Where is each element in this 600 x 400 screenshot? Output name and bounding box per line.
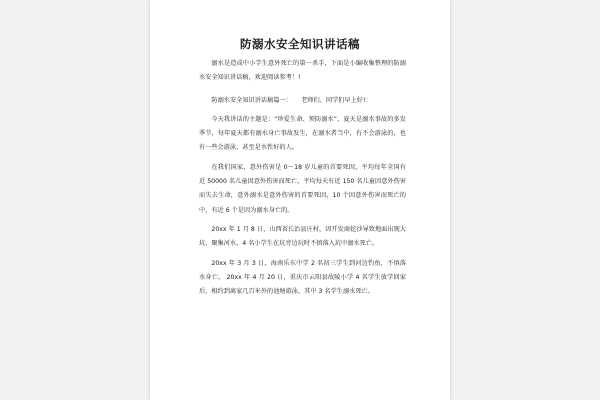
body-paragraph: 在我们国家，意外伤害是 0～18 岁儿童的首要死因，平均每年全国有近 50000 名儿童因意外伤害而死亡，平均每天有近 150 名儿童因意外伤害而失去生命，意外溺水是意外伤害的首要死因，10 个因意外伤害而死亡的中，有近 6 个是因为溺水身亡的。 <box>199 163 406 214</box>
document-title: 防溺水安全知识讲话稿 <box>240 37 360 51</box>
body-paragraph: 今天我讲话的主题是：“珍爱生命、预防溺水”，夏天是溺水事故的多发季节，每年夏天都有溺水身亡事故发生，在溺水者当中，有不会游泳的，也有一些会游泳、甚至是水性好的人。 <box>199 115 406 152</box>
document-page <box>150 0 450 400</box>
intro-paragraph: 溺水是造成中小学生意外死亡的第一杀手，下面是小编收集整理的防溺水安全知识讲话稿，欢迎阅读参考！! <box>199 60 406 82</box>
body-paragraph: 20xx 年 3 月 3 日，海南乐东中学 2 名初三学生到河边钓鱼，不慎落水身亡。 20xx 年 4 月 20 日，重庆市云阳县故陵小学 4 名学生放学回家后，相约到离家几百米外的池塘游泳，其中 3 名学生溺水死亡。 <box>199 259 406 296</box>
body-paragraph: 20xx 年 1 月 8 日，山西省长治县庄村，因开发商挖沙导致地面出现大坑，聚集河水，4 名小学生在坑旁边玩时不慎落入坑中溺水死亡。 <box>199 225 406 248</box>
document-body <box>199 57 406 304</box>
section-heading-paragraph: 防溺水安全知识讲话稿篇一： 老师们、同学们早上好!： <box>211 96 372 104</box>
